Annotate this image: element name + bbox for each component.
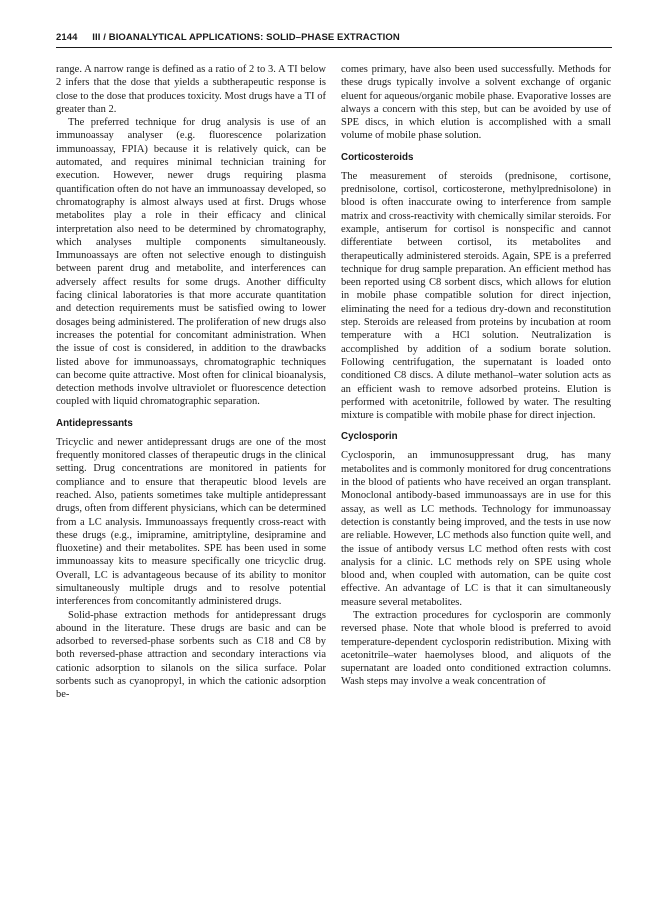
paragraph-polar-sorbents: comes primary, have also been used successfully. Methods for these drugs typically involve a solvent exchange of organic eluent for aqueous/organic mobile phase. Evaporative losses are always a concern with this step, but can be avoided by use of SPE discs, in which elution is accomplished with a small volume of mobile phase solution. xyxy=(341,64,611,142)
left-column xyxy=(56,63,326,702)
paragraph-cyclosporin-intro: Cyclosporin, an immunosuppressant drug, has many metabolites and is commonly monitored for drug concentrations in the blood of patients who have received an organ transplant. Monoclonal antibody-based immunoassays are in use for this assay, as well as LC methods. Technology for immunoassay detection is constantly being improved, and the tests in use now are reliable. However, LC methods also function quite well, and the issue of antibody versus LC method often rests with cost analysis for a clinic. LC methods rely on SPE using whole blood and, when coupled with automation, can be quite cost effective. An advantage of LC is that it can simultaneously measure several metabolites. xyxy=(341,450,611,608)
page-number: 2144 xyxy=(56,32,78,43)
section-title: III / BIOANALYTICAL APPLICATIONS: SOLID–PHASE EXTRACTION xyxy=(92,32,400,43)
paragraph-cyclosporin-extraction: The extraction procedures for cyclosporin are commonly reversed phase. Note that whole blood is preferred to avoid temperature-dependent cyclosporin redistribution. Mixing with acetonitrile–water haemolyses blood, and aliquots of the supernatant are loaded onto conditioned extraction columns. Wash steps may involve a weak concentration of xyxy=(341,609,611,688)
heading-antidepressants: Antidepressants xyxy=(56,417,133,429)
running-header xyxy=(56,32,612,43)
paragraph-therapeutic-index: range. A narrow range is defined as a ratio of 2 to 3. A TI below 2 infers that the dose that yields a subtherapeutic response is close to the dose that produces toxicity. Most drugs have a TI of greater than 2. xyxy=(56,64,326,115)
heading-cyclosporin: Cyclosporin xyxy=(341,431,398,443)
right-column xyxy=(341,63,611,689)
paragraph-drug-analysis: The preferred technique for drug analysis is use of an immunoassay analyser (e.g. fluorescence polarization immunoassay, FPIA) because it is relatively quick, can be automated, and requires minimal technician training for execution. However, newer drugs requiring plasma quantification often do not have an immunoassay developed, so chromatography is almost always used at first. Drugs whose metabolites play a role in their efficacy and clinical interpretation also need to be determined by chromatography, which analyses multiple components simultaneously. Immunoassays are often not selective enough to distinguish between parent drug and metabolite, and interferences can adversely affect results for some drugs. Another difficulty facing clinical laboratories is that more accurate quantitation and detection requirements must be satisfied owing to lower dosages being administered. The proliferation of new drugs also increases the potential for concomitant administration. When the issue of cost is considered, in addition to the drawbacks listed above for immunoassays, chromatographic techniques can become quite attractive. Most often for clinical bioanalysis, detection methods involve ultraviolet or fluorescence detection coupled with liquid chromatographic separation. xyxy=(56,117,326,408)
paragraph-antidepressants-intro: Tricyclic and newer antidepressant drugs are one of the most frequently monitored classes of therapeutic drugs in the clinical setting. Drug concentrations are monitored in patients for compliance and to ensure that therapeutic blood levels are reached. Also, patients sometimes take multiple antidepressant drugs, often from different physicians, which can be determined from a LC analysis. Immunoassays frequently cross-react with these drugs (e.g., imipramine, amitriptyline, desipramine and fluoxetine) and their metabolites. SPE has been used in some immunoassay kits to measure specifically one tricyclic drug. Overall, LC is advantageous because of its ability to monitor simultaneously multiple drugs and to resolve potential interferences from concomitantly administered drugs. xyxy=(56,436,326,608)
heading-corticosteroids: Corticosteroids xyxy=(341,151,414,163)
header-rule xyxy=(56,47,612,48)
paragraph-corticosteroids: The measurement of steroids (prednisone, cortisone, prednisolone, cortisol, corticosterone, methylprednisolone) in blood is often inaccurate owing to interference from sample matrix and cross-reactivity with chemically similar steroids. For example, antiserum for cortisol is nonspecific and cannot differentiate between cortisol, its metabolites and therapeutically administered steroids. Again, SPE is a preferred technique for drug sample preparation. An efficient method has been reported using C8 sorbent discs, which allows for elution in mobile phase compatible solution for direct injection, eliminating the need for a tedious dry-down and reconstitution step. Steroids are released from proteins by incubation at room temperature with a HCl solution. Neutralization is accomplished by addition of a sodium borate solution. Following centrifugation, the supernatant is loaded onto conditioned C8 discs. A dilute methanol–water solution acts as an efficient wash to remove adsorbed proteins. Elution is performed with acetonitrile, followed by water. The resulting mixture is compatible with mobile phase for direct injection. xyxy=(341,170,611,422)
paragraph-antidepressants-spe: Solid-phase extraction methods for antidepressant drugs abound in the literature. These drugs are basic and can be adsorbed to reversed-phase sorbents such as C18 and C8 by both reversed-phase attraction and secondary interactions via cationic adsorption to silanols on the silica surface. Polar sorbents such as cyanopropyl, in which the cationic adsorption be- xyxy=(56,609,326,701)
